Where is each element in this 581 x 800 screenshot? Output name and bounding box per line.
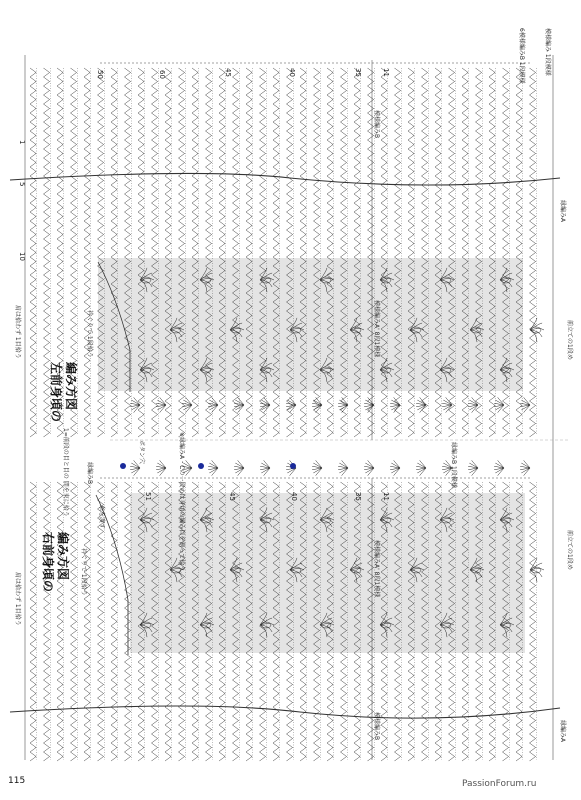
label-thread-join: 糸を渡す [98, 505, 105, 530]
fan-motif [234, 397, 244, 412]
fan-motif [416, 397, 426, 412]
stitch-column [530, 68, 537, 437]
label-note-center: ※縁編みA・Cの一段めは身頃の編み目を割って拾う。 [178, 432, 185, 578]
count-10: 10 [18, 252, 26, 261]
stitch-column [30, 482, 37, 761]
fan-motif [260, 460, 270, 475]
title-right-front-2: 編み方図 [56, 532, 70, 581]
title-left-front-2: 編み方図 [64, 362, 78, 411]
count-50: 50 [96, 70, 104, 79]
stitch-column [111, 482, 118, 761]
label-edge-band-right: 6模様編みB 1段模様 [518, 28, 525, 84]
fan-motifs [130, 397, 530, 475]
fan-motif [494, 460, 504, 475]
label-neck-pickup-top: 衿ぐりで 1段拾う [86, 310, 93, 358]
fan-motif [494, 397, 504, 412]
fan-motif [416, 460, 426, 475]
fan-motif [208, 397, 218, 412]
leaf-motif [530, 558, 544, 582]
count-5: 5 [18, 182, 26, 187]
count-11: 11 [382, 68, 390, 77]
label-shoulder-top: 肩は拾わず 1目拾う [14, 305, 21, 359]
stitch-column [57, 482, 64, 761]
fan-motif [390, 460, 400, 475]
button-marker-2 [198, 463, 204, 469]
button-marker-3 [290, 463, 296, 469]
fan-motif [208, 460, 218, 475]
label-front-edge-top: 前立ての1段め [566, 320, 573, 360]
label-edge-b-1row: 縁編みB 1段模様 [450, 442, 457, 488]
label-edging-side-bottom: 縁編みA [559, 720, 566, 743]
body-curve-bottom [10, 706, 560, 718]
stitch-column [44, 482, 51, 761]
label-front-band-legend: 1=前段の目と目の 間を束に拾う [62, 428, 69, 517]
label-edging-side-top: 縁編みA [559, 200, 566, 223]
shaded-region-left-front [98, 258, 523, 391]
stitch-column [30, 68, 37, 437]
count-11b: 11 [382, 492, 390, 501]
label-pattern-b-top: 模様編みB [373, 110, 380, 139]
stitch-column [84, 482, 91, 761]
count-51: 51 [144, 492, 152, 501]
stitch-column [84, 68, 91, 437]
count-60: 60 [158, 70, 166, 79]
watermark: PassionForum.ru [462, 779, 537, 789]
fan-motif [520, 460, 530, 475]
label-button: ボタン穴 [138, 440, 145, 465]
stitch-column [71, 482, 78, 761]
fan-motif [468, 460, 478, 475]
count-40b: 40 [290, 492, 298, 501]
label-pattern-b-bottom: 模様編みB [373, 712, 380, 741]
fan-motif [156, 397, 166, 412]
title-left-front-1: 左前身頃の [49, 362, 63, 423]
label-pattern-num-right: 模様編み 1段模様 [544, 28, 551, 76]
fan-motif [364, 460, 374, 475]
fan-motif [338, 397, 348, 412]
count-40: 40 [288, 68, 296, 77]
label-edging-b-top: 縁編みB [86, 462, 93, 485]
fan-motif [312, 460, 322, 475]
count-1: 1 [18, 140, 26, 145]
page-number: 115 [8, 776, 26, 786]
count-35: 35 [354, 68, 362, 77]
fan-motif [468, 397, 478, 412]
count-35b: 35 [354, 492, 362, 501]
label-pattern-aa-top: 模様編みA' 8段1模様 [373, 300, 380, 358]
fan-motif [156, 460, 166, 475]
label-shoulder-bottom: 肩は拾わず 1目拾う [14, 572, 21, 626]
stitch-column [530, 482, 537, 761]
leaf-motif [530, 318, 544, 342]
button-marker-1 [120, 463, 126, 469]
count-45b: 45 [228, 492, 236, 501]
label-front-edge-bottom: 前立ての1段め [566, 530, 573, 570]
title-right-front-1: 右前身頃の [41, 532, 55, 593]
fan-motif [286, 397, 296, 412]
label-neck-pickup-bottom: 衿ぐりで 1段拾う [80, 548, 87, 596]
count-45: 45 [224, 68, 232, 77]
label-pattern-aa-bottom: 模様編みA' 8段1模様 [373, 540, 380, 598]
fan-motif [338, 460, 348, 475]
fan-motif [234, 460, 244, 475]
